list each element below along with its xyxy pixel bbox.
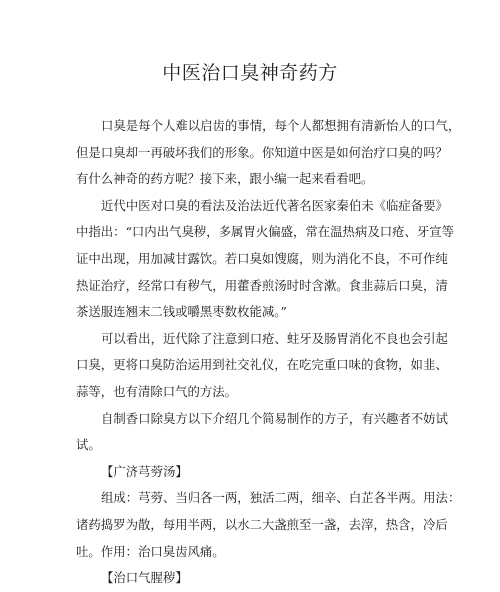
document-body — [76, 113, 461, 592]
paragraph-line: 但 是 口 臭 却 一 再 破 坏 我 们 的 形 象 。 你 知 道 中 医 是 如 何 治 疗 口 臭 的 吗 ？ — [76, 144, 448, 160]
paragraph-line: 可 以 看 出 ， 近 代 除 了 注 意 到 口 疮 、 蛀 牙 及 肠 胃 消 化 不 良 也 会 引 起 — [101, 330, 448, 346]
paragraph-line: 热 证 治 疗 ， 经 常 口 有 秽 气 ， 用 藿 香 煎 汤 时 时 含 漱 。 食 韭 蒜 后 口 臭 ， 清 — [76, 277, 448, 293]
paragraph-line: 蒜等，也有清除口气的方法。 — [76, 383, 238, 399]
paragraph-line: 组 成 ： 芎 䓖 、 当 归 各 一 两 ， 独 活 二 两 ， 细 辛 、 白 芷 各 半 两 。 用 法 ： — [101, 490, 461, 506]
paragraph-line: 证 中 出 现 ， 用 加 减 甘 露 饮 。 若 口 臭 如 馊 腐 ， 则 为 消 化 不 良 ， 不 可 作 纯 — [76, 250, 448, 266]
paragraph-line: 吐。作用：治口臭齿风痛。 — [76, 543, 225, 559]
section-heading: 【治口气腥秽】 — [101, 570, 188, 586]
paragraph-line: 诸 药 捣 罗 为 散 ， 每 用 半 两 ， 以 水 二 大 盏 煎 至 一 盏 ， 去 滓 ， 热 含 ， 冷 后 — [76, 516, 448, 532]
section-heading: 【广济芎䓖汤】 — [101, 463, 188, 479]
paragraph-line: 有什么神奇的药方呢？接下来，跟小编一起来看看吧。 — [76, 171, 374, 187]
paragraph-line: 口 臭 是 每 个 人 难 以 启 齿 的 事 情 ， 每 个 人 都 想 拥 有 清 新 怡 人 的 口 气 ， — [101, 118, 461, 133]
paragraph-line: 试。 — [76, 437, 101, 453]
paragraph-line: 自 制 香 口 除 臭 方 以 下 介 绍 几 个 简 易 制 作 的 方 子 ， 有 兴 趣 者 不 妨 试 — [101, 410, 448, 426]
paragraph-line: 口 臭 ， 更 将 口 臭 防 治 运 用 到 社 交 礼 仪 ， 在 吃 完 重 口 味 的 食 物 ， 如 韭 、 — [76, 357, 448, 373]
paragraph-line: 茶送服连翘末二钱或嚼黑枣数枚能减。” — [76, 304, 287, 320]
paragraph-line: 近 代 中 医 对 口 臭 的 看 法 及 治 法 近 代 著 名 医 家 秦 伯 未 《 临 症 备 要 》 — [101, 197, 448, 213]
paragraph-line: 中 指 出 ： “ 口 内 出 气 臭 秽 ， 多 属 胃 火 偏 盛 ， 常 在 温 热 病 及 口 疮 、 牙 宣 等 — [76, 224, 455, 240]
document-title: 中医治口臭神奇药方 — [162, 62, 338, 84]
